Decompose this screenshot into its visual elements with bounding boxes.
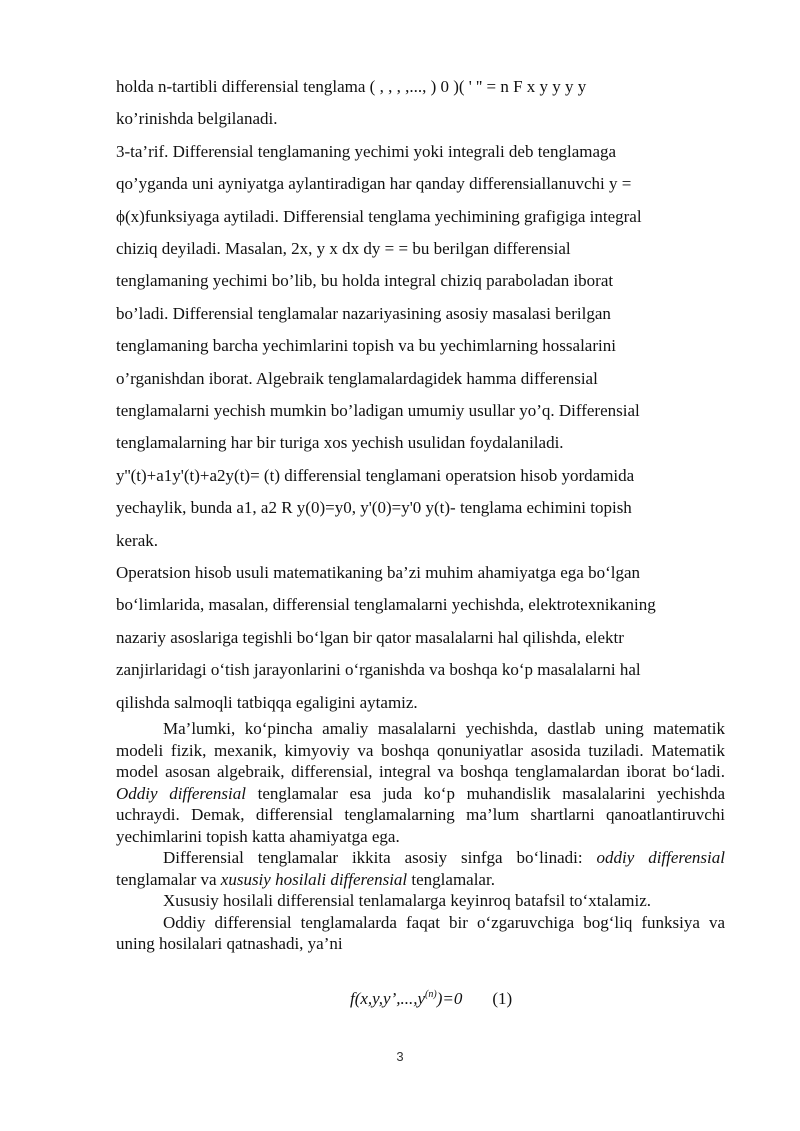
text-line: holda n-tartibli differensial tenglama ( , , , ,..., ) 0 )( ' '' = n F x y y y y xyxy=(116,77,587,96)
body-paragraphs xyxy=(116,718,725,955)
paragraph-text: tenglamalar va xyxy=(116,869,221,889)
paragraph-text: tenglamalar. xyxy=(407,869,495,889)
text-line: qilishda salmoqli tatbiqqa egaligini aytamiz. xyxy=(116,692,418,712)
equation-tail: )=0 xyxy=(436,989,463,1008)
text-line: tenglamaning barcha yechimlarini topish va bu yechimlarning hossalarini xyxy=(116,336,616,356)
italic-term: Oddiy differensial xyxy=(116,783,246,803)
equation-1 xyxy=(350,989,512,1009)
text-line: 3-ta’rif. Differensial tenglamaning yechimi yoki integrali deb tenglamaga xyxy=(116,141,617,161)
paragraph-equation-classes xyxy=(116,847,725,890)
text-line: chiziq deyiladi. Masalan, 2x, y x dx dy = = bu berilgan differensial xyxy=(116,239,571,259)
text-line: kerak. xyxy=(116,530,159,550)
paragraph-mathematical-model xyxy=(116,718,725,847)
text-block-definition xyxy=(116,71,716,557)
text-line: tenglamalarning har bir turiga xos yechish usulidan foydalaniladi. xyxy=(116,433,564,453)
text-line: tenglamalarni yechish mumkin bo’ladigan umumiy usullar yo’q. Differensial xyxy=(116,401,640,421)
text-block-operational-calculus xyxy=(116,557,716,719)
text-line: y''(t)+a1y'(t)+a2y(t)= (t) differensial tenglamani operatsion hisob yordamida xyxy=(116,465,635,485)
equation-superscript: (n) xyxy=(425,989,437,1000)
paragraph-text: Differensial tenglamalar ikkita asosiy sinfga bo‘linadi: xyxy=(163,848,597,867)
paragraph-text: Ma’lumki, ko‘pincha amaliy masalalarni yechishda, dastlab uning matematik modeli fizik, mexanik, kimyoviy va boshqa qonuniyatlar asosida tuziladi. Matematik model asosan algebraik, differensial, integral va boshqa tenglamalardan iborat bo‘ladi. xyxy=(116,719,725,781)
page-number: 3 xyxy=(396,1049,404,1064)
text-line: ϕ(x)funksiyaga aytiladi. Differensial tenglama yechimining grafigiga integral xyxy=(116,206,642,226)
text-line: zanjirlaridagi o‘tish jarayonlarini o‘rganishda va boshqa ko‘p masalalarni hal xyxy=(116,660,641,680)
equation-body: f(x,y,y’,...,y xyxy=(350,989,426,1008)
text-line: Operatsion hisob usuli matematikaning ba’zi muhim ahamiyatga ega bo‘lgan xyxy=(116,563,641,582)
text-line: qo’yganda uni ayniyatga aylantiradigan har qanday differensiallanuvchi y = xyxy=(116,174,632,194)
paragraph-ode-definition: Oddiy differensial tenglamalarda faqat bir o‘zgaruvchiga bog‘liq funksiya va uning hosilalari qatnashadi, ya’ni xyxy=(116,912,725,953)
paragraph-text: tenglamalar esa juda ko‘p muhandislik masalalarini yechishda uchraydi. Demak, differensial tenglamalarning ma’lum shartlarni qanoatlantiruvchi yechimlarini topish katta ahamiyatga ega. xyxy=(116,783,725,846)
text-line: bo’ladi. Differensial tenglamalar nazariyasining asosiy masalasi berilgan xyxy=(116,303,611,323)
paragraph-partial-derivative-note: Xususiy hosilali differensial tenlamalarga keyinroq batafsil to‘xtalamiz. xyxy=(163,891,651,910)
text-line: o’rganishdan iborat. Algebraik tenglamalardagidek hamma differensial xyxy=(116,368,598,388)
italic-term: oddiy differensial xyxy=(596,848,725,867)
text-line: nazariy asoslariga tegishli bo‘lgan bir qator masalalarni hal qilishda, elektr xyxy=(116,627,624,647)
text-line: tenglamaning yechimi bo’lib, bu holda integral chiziq paraboladan iborat xyxy=(116,271,614,291)
text-line: ko’rinishda belgilanadi. xyxy=(116,109,278,129)
equation-number: (1) xyxy=(492,989,513,1008)
text-line: yechaylik, bunda a1, a2 R y(0)=y0, y'(0)=y'0 y(t)- tenglama echimini topish xyxy=(116,498,632,518)
text-line: bo‘limlarida, masalan, differensial tenglamalarni yechishda, elektrotexnikaning xyxy=(116,595,656,615)
italic-term: xususiy hosilali differensial xyxy=(220,869,408,889)
